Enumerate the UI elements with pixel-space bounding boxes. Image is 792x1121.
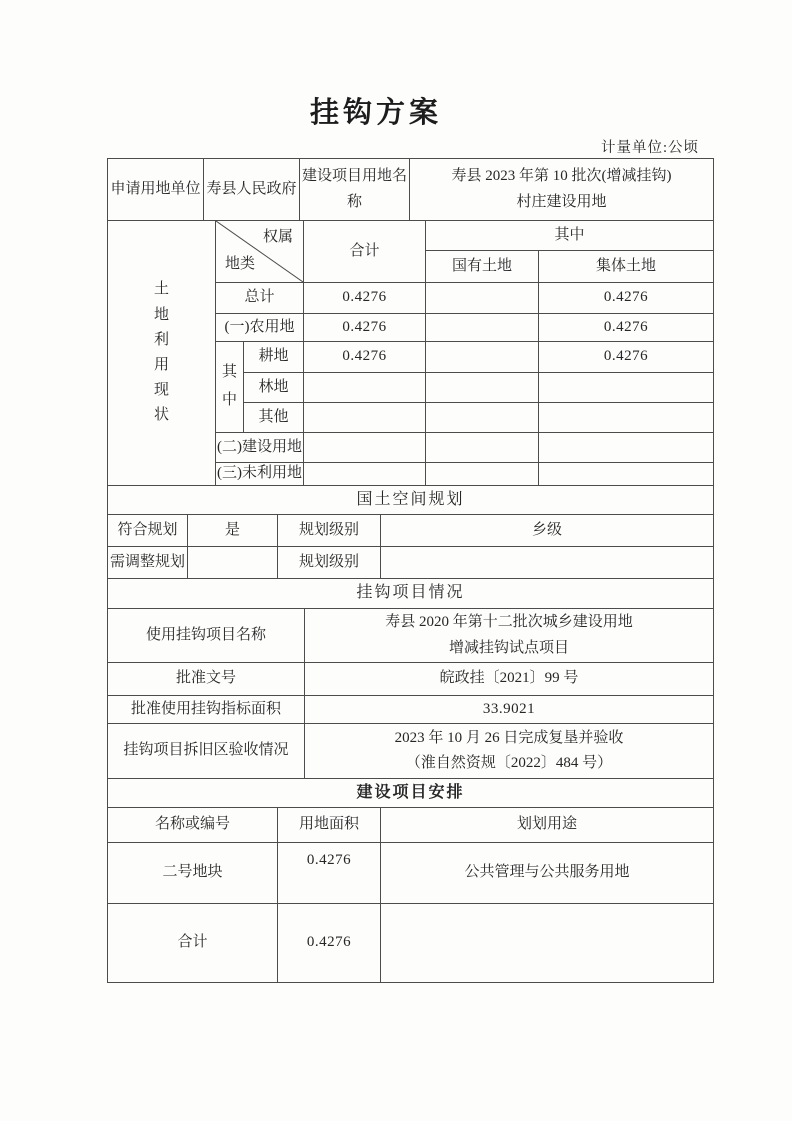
- row-total-collective: 0.4276: [538, 282, 713, 313]
- hook-plan-table: [107, 158, 714, 983]
- project-land-name-line1: 寿县 2023 年第 10 批次(增减挂钩): [451, 168, 672, 184]
- hook-project-name-label: 使用挂钩项目名称: [107, 608, 304, 662]
- planning-level-label-1: 规划级别: [277, 514, 380, 546]
- row-agri-value: 0.4276: [303, 313, 425, 341]
- project-land-name-value: [409, 158, 713, 220]
- acceptance-status-label: 挂钩项目拆旧区验收情况: [107, 723, 304, 778]
- diagonal-label-landtype: 地类: [225, 255, 256, 272]
- land-use-section-label-cell: [107, 220, 215, 485]
- planning-level-value-2: [380, 546, 713, 578]
- row-farmland-value: 0.4276: [303, 341, 425, 372]
- row-agri-state: [425, 313, 538, 341]
- diagonal-header-cell: [215, 220, 303, 282]
- row-farmland-label: 耕地: [243, 341, 303, 372]
- plot2-area: 0.4276: [277, 842, 380, 903]
- row-construction-collective: [538, 432, 713, 462]
- construction-total-area: 0.4276: [277, 903, 380, 982]
- among-strip-cell: [215, 341, 243, 432]
- row-construction-label: (二)建设用地: [215, 432, 303, 462]
- among-strip-label: 其中: [221, 364, 237, 408]
- row-other-collective: [538, 402, 713, 432]
- section-title-spatial-planning: 国土空间规划: [107, 485, 713, 514]
- col-header-among: 其中: [425, 220, 713, 250]
- planning-level-label-2: 规划级别: [277, 546, 380, 578]
- row-forest-collective: [538, 372, 713, 402]
- row-construction-value: [303, 432, 425, 462]
- row-farmland-state: [425, 341, 538, 372]
- measurement-unit-note: 计量单位:公顷: [600, 140, 699, 156]
- row-agri-collective: 0.4276: [538, 313, 713, 341]
- row-forest-state: [425, 372, 538, 402]
- page-title: 挂钩方案: [309, 97, 442, 129]
- section-title-construction-arrangement: 建设项目安排: [107, 778, 713, 807]
- project-land-name-line2: 村庄建设用地: [516, 193, 607, 210]
- construction-total-use: [380, 903, 713, 982]
- row-total-label: 总计: [215, 282, 303, 313]
- acceptance-status-line1: 2023 年 10 月 26 日完成复垦并验收: [394, 729, 624, 746]
- row-forest-label: 林地: [243, 372, 303, 402]
- row-farmland-collective: 0.4276: [538, 341, 713, 372]
- acceptance-status-value: [304, 723, 713, 778]
- acceptance-status-line2: （淮自然资规〔2022〕484 号）: [405, 755, 613, 771]
- land-use-section-label: 土地利用现状: [153, 281, 169, 424]
- approval-doc-label: 批准文号: [107, 662, 304, 695]
- row-other-value: [303, 402, 425, 432]
- planning-level-value-1: 乡级: [380, 514, 713, 546]
- row-construction-state: [425, 432, 538, 462]
- col-header-land-area: 用地面积: [277, 807, 380, 842]
- row-other-state: [425, 402, 538, 432]
- row-forest-value: [303, 372, 425, 402]
- approval-doc-value: 皖政挂〔2021〕99 号: [304, 662, 713, 695]
- conform-planning-label: 符合规划: [107, 514, 187, 546]
- row-other-label: 其他: [243, 402, 303, 432]
- row-agri-label: (一)农用地: [215, 313, 303, 341]
- approved-index-area-label: 批准使用挂钩指标面积: [107, 695, 304, 723]
- applicant-unit-label: 申请用地单位: [107, 158, 203, 220]
- row-unused-label: (三)未利用地: [215, 462, 303, 485]
- col-header-planned-use: 划划用途: [380, 807, 713, 842]
- conform-planning-value: 是: [187, 514, 277, 546]
- col-header-state-land: 国有土地: [425, 250, 538, 282]
- row-unused-state: [425, 462, 538, 485]
- col-header-collective-land: 集体土地: [538, 250, 713, 282]
- col-header-name-or-number: 名称或编号: [107, 807, 277, 842]
- plot2-name: 二号地块: [107, 842, 277, 903]
- row-unused-collective: [538, 462, 713, 485]
- hook-project-name-line1: 寿县 2020 年第十二批次城乡建设用地: [385, 614, 633, 630]
- adjust-planning-label: 需调整规划: [107, 546, 187, 578]
- hook-project-name-line2: 增减挂钩试点项目: [448, 639, 569, 656]
- plot2-use: 公共管理与公共服务用地: [380, 842, 713, 903]
- hook-project-name-value: [304, 608, 713, 662]
- applicant-unit-value: 寿县人民政府: [203, 158, 299, 220]
- construction-total-name: 合计: [107, 903, 277, 982]
- project-land-name-label: [299, 158, 409, 220]
- approved-index-area-value: 33.9021: [304, 695, 713, 723]
- project-land-name-label-text: 建设项目用地名称: [301, 168, 407, 210]
- row-unused-value: [303, 462, 425, 485]
- row-total-state: [425, 282, 538, 313]
- col-header-total: 合计: [303, 220, 425, 282]
- adjust-planning-value: [187, 546, 277, 578]
- row-total-value: 0.4276: [303, 282, 425, 313]
- section-title-hook-project: 挂钩项目情况: [107, 578, 713, 608]
- diagonal-label-ownership: 权属: [262, 229, 293, 245]
